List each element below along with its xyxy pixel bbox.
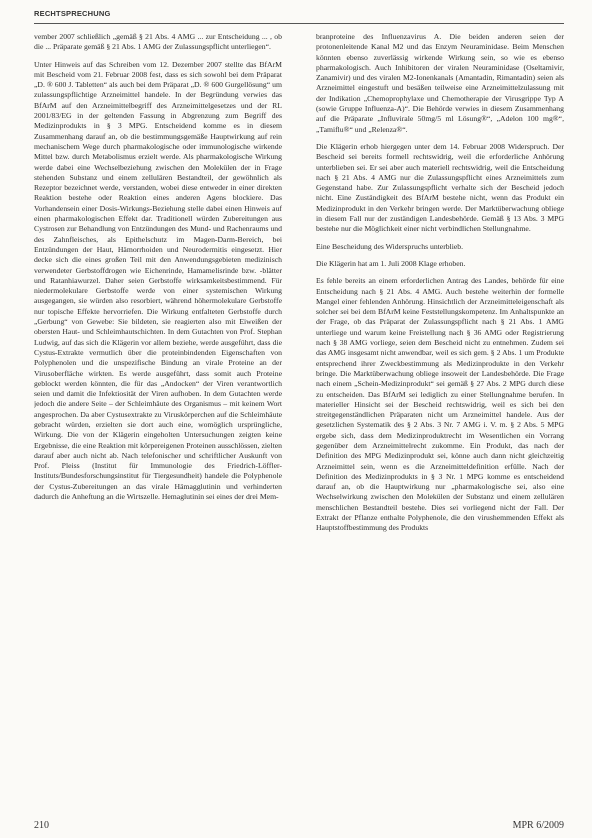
paragraph: Die Klägerin hat am 1. Juli 2008 Klage erhoben. (316, 258, 466, 268)
section-header: RECHTSPRECHUNG (34, 9, 111, 18)
left-text-column (34, 32, 282, 817)
right-text-column (316, 32, 564, 817)
page-number: 210 (34, 820, 49, 831)
paragraph: Eine Bescheidung des Widerspruchs unterblieb. (316, 241, 464, 251)
header-rule (34, 23, 564, 24)
journal-issue: MPR 6/2009 (512, 820, 564, 831)
paragraph: Unter Hinweis auf das Schreiben vom 12. Dezember 2007 stellte das BfArM mit Bescheid vom 21. Februar 2008 fest, dass es sich sowohl bei dem Präparat „D. ® 600 J. Tabletten“ als auch bei dem Präparat „D. ® 600 Gurgellösung“ um zulassungspflichtige Arzneimittel handele. In der Begründung verwies das BfArM auf den Arzneimittelbegriff des Arzneimittelgesetzes und der RL 2001/83/EG in der geltenden Fassung in Abgrenzung zum Begriff des Medizinprodukts in § 3 MPG. Entscheidend komme es in diesem Zusammenhang darauf an, ob die bestimmungsgemäße Hauptwirkung auf rein mechanischem Wege durch pharmakologische oder immunologische wirkende Mittel bzw. durch Metabolismus erzielt werde. Als pharmakologische Wirkung werde dabei eine Wechselbeziehung zwischen den Molekülen der in Frage stehenden Substanz und einem zellulären Bestandteil, der gewöhnlich als Rezeptor bezeichnet werde, verstanden, wobei diese entweder in einer direkten Reaktion bestehe oder Reaktion eines anderen Agens blockiere. Das Vorhandensein einer Dosis-Wirkungs-Beziehung stelle dabei einen Hinweis auf einen pharmakologischen Effekt dar. Traditionell würden Zubereitungen aus Cystrosen zur Behandlung von Entzündungen des Mund- und Rachenraums und des Zahnfleisches, als Epithelschutz im Magen-Darm-Bereich, bei Entzündungen der Haut, Hämorrhoiden und Neurodermitis eingesetzt. Hier decke sich die eines großen Teil mit den Anwendungsgebieten medizinisch verwendeter Gerbstoffdrogen wie Eichenrinde, Hamamelisrinde bzw. -blätter und Ratanhiawurzel. Daher seien Gerbstoffe wirksamkeitsbestimmend. Für niedermolekulare Gerbstoffe werde von einer systemischen Wirkung ausgegangen, sie würden also resorbiert, während höhermolekulare Gerbstoffe nur topische Effekte hervorriefen. Die Wirkung entfalteten Gerbstoffe durch „Gerbung“ von Gewebe: Sie bildeten, sie reagierten also mit Eiweißen der obersten Haut- und Schleimhautschichten. In dem Gutachten von Prof. Stephan Ludwig, auf das sich die Klägerin vor allem beziehe, werde ausgeführt, dass die Cystus-Extrakte vermutlich über die proteinbindenden Eigenschaften von Polyphenolen und die unspezifische Bindung an virale Proteine an der Virusoberfläche wirkten. Es werde ausgeführt, dass somit auch Proteine geblockt werden könnten, die für das „Andocken“ der Viren verantwortlich seien und damit die Infektiosität der Viren aufhoben. In dem Gutachten werde jedoch die andere Seite – der Schleimhäute des Organismus – mit keinem Wort angesprochen. Da aber Cystusextrakte zu Viruskörperchen auf die Schleimhäute gebracht würden, erzielten sie dort auch eine, womöglich ursprüngliche, Wirkung. Die von der Klägerin eingeholten Untersuchungen zeigten keine Ergebnisse, die eine Reaktion mit körpereigenen Proteinen ausschlössen, zielten darauf aber auch nicht ab. Nach telefonischer und schriftlicher Auskunft von Prof. Pleiss (Institut für Immunologie des Friedrich-Löffler-Instituts/Bundesforschungsinstitut für Tiergesundheit) handele die Polyphenole der Cystus-Zubereitungen an das virale Hämagglutinin und verhinderten dadurch die Anheftung an die Wirtszelle. Hemaglutinin sei eines der drei Mem- (34, 59, 282, 502)
paragraph: vember 2007 schließlich „gemäß § 21 Abs. 4 AMG ... zur Entscheidung ... , ob die ... Präparate gemäß § 21 Abs. 1 AMG der Zulassungspflicht unterliegen“. (34, 32, 282, 52)
paragraph: branproteine des Influenzavirus A. Die beiden anderen seien der protonenleitende Kanal M2 und das Enzym Neuraminidase. Beim Menschen könnten ebenso zuverlässig wirkende Wirkung sein, so wie es ebenso pharmakologisch. Auch Inhibitoren der viralen Neuraminidase (Oseltamivir, Zanamivir) und des viralen M2-Ionenkanals (Amantadin, Rimantadin) seien als Arzneimittel eingestuft und besäßen teilweise eine Arzneimittelzulassung mit der Indikation „Chemoprophylaxe und Chemotherapie der Virusgrippe Typ A (sowie Gruppe Influenza-A)“. Die Behörde verwies in diesem Zusammenhang auf die Präparate „Influvirale 50mg/5 ml Lösung®“, „Adelon 100 mg®“, „Tamiflu®“ und „Relenza®“. (316, 32, 564, 134)
paragraph: Die Klägerin erhob hiergegen unter dem 14. Februar 2008 Widerspruch. Der Bescheid sei bereits formell rechtswidrig, weil die erforderliche Anhörung unterblieben sei. Er sei aber auch materiell rechtswidrig, weil die Entscheidung nach § 21 Abs. 4 AMG nur die Zulassungspflicht eines Arzneimittels zum Gegenstand habe. Zur Zulassungspflicht verhalte sich der Bescheid jedoch nicht. Eine Zuständigkeit des BfArM bestehe nicht, wenn das Produkt ein Medizinprodukt in den Verkehr bringen werde. Der Marktüberwachung obliege in diesem Fall nur der zuständigen Landesbehörde. Gemäß § 13 Abs. 3 MPG bestehe nur die Möglichkeit einer nicht verbindlichen Stellungnahme. (316, 141, 564, 234)
paragraph: Es fehle bereits an einem erforderlichen Antrag des Landes, behörde für eine Entscheidung nach § 21 Abs. 4 AMG. Auch bestehe weiterhin der formelle Mangel einer fehlenden Anhörung. Hinsichtlich der Arzneimitteleigenschaft als solcher sei bei dem BfArM keine Feststellungskompetenz. Im Anhaltspunkte an der Frage, ob das Präparat der Zulassungspflicht nach § 21 Abs. 1 AMG unterliege und warum keine Freistellung nach § 36 AMG oder Registrierung nach § 38 AMG vorliege, seien dem Bescheid nicht zu entnehmen. Zudem sei das AMG insgesamt nicht anwendbar, weil es sich gem. § 2 Abs. 1 um Produkte entsprechend ihrer Zweckbestimmung als Medizinprodukte in den Verkehr bringe. Die Marktüberwachung obliege insoweit der Landesbehörde. Die Frage nach einem „Schein-Medizinprodukt“ sei gemäß § 27 Abs. 2 MPG durch diese zu entscheiden. Das BfArM sei lediglich zu einer Stellungnahme berufen. In materieller Hinsicht sei der Bescheid rechtswidrig, weil es sich bei den streitgegenständlichen Präparaten nicht um Arzneimittel handele. Aus der gesetzlichen Systematik des § 2 Abs. 3 Nr. 7 AMG i. V. m. § 2 Abs. 5 MPG ergebe sich, dass dem Medizinproduktrecht im Wesentlichen ein Vorrang gegenüber dem Arzneimittelrecht zukomme. Ein Produkt, das nach der Definition des MPG Medizinprodukt sei, könne auch dann nicht gleichzeitig Arzneimittel sein, wenn es die Arzneimitteldefinition erfülle. Nach der Definition des Medizinprodukts in § 3 Nr. 1 MPG komme es entscheidend darauf an, ob die Hauptwirkung nur „pharmakologische sei, also eine Wechselwirkung zwischen den Molekülen der Substanz und einem zellulären menschlichen Bestandteil bestehe. Dies sei vorliegend nicht der Fall. Der Extrakt der Pflanze enthalte Polyphenole, die den virushemmenden Effekt als Hauptstoffbestimmung des Produkts (316, 276, 564, 533)
